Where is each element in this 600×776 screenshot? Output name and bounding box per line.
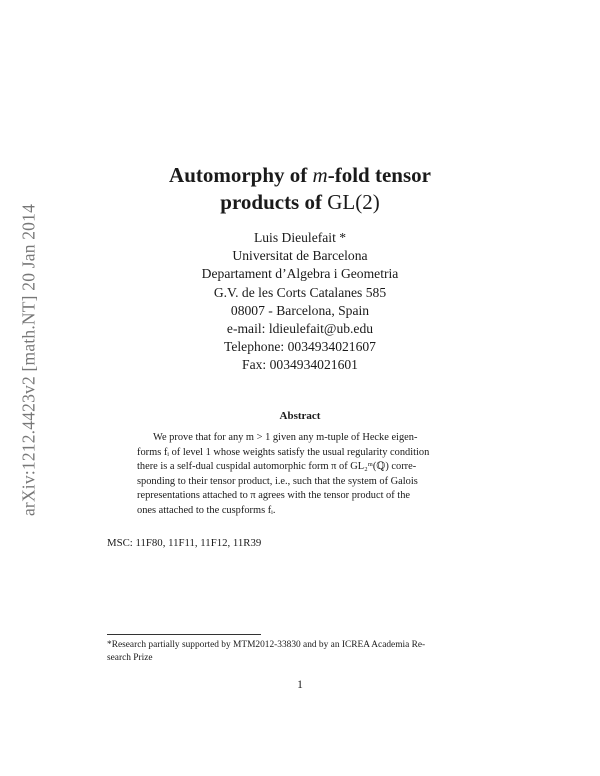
abstract-line: We prove that for any m > 1 given any m-tuple of Hecke eigen- (153, 432, 418, 443)
msc-classification: MSC: 11F80, 11F11, 11F12, 11R39 (107, 537, 262, 549)
footnote-rule (107, 634, 261, 635)
title-text: -fold tensor (327, 163, 431, 187)
author-fax: Fax: 0034934021601 (242, 357, 358, 373)
abstract-line: there is a self-dual cuspidal automorphic form π of GL₂ᵐ(ℚ) corre- (137, 461, 417, 473)
footnote-line: *Research partially supported by MTM2012-33830 and by an ICREA Academia Re- (107, 640, 426, 650)
abstract-heading: Abstract (279, 410, 321, 422)
title-text: Automorphy of (169, 163, 313, 187)
author-affiliation-line: G.V. de les Corts Catalanes 585 (213, 284, 387, 300)
title-variable: m (312, 163, 328, 187)
footnote (107, 639, 493, 666)
author-telephone: Telephone: 0034934021607 (224, 339, 376, 355)
author-email: e-mail: ldieulefait@ub.edu (226, 321, 374, 337)
author-affiliation-line: 08007 - Barcelona, Spain (230, 302, 370, 318)
abstract-line: representations attached to π agrees with the tensor product of the (137, 490, 410, 502)
title-math: GL(2) (327, 190, 380, 214)
abstract-line: ones attached to the cuspforms fᵢ. (137, 504, 276, 516)
page-number: 1 (297, 679, 303, 691)
abstract-line: forms fᵢ of level 1 whose weights satisfy the usual regularity condition (137, 446, 430, 458)
abstract-line: sponding to their tensor product, i.e., such that the system of Galois (137, 475, 418, 487)
abstract-body (137, 431, 463, 519)
title-text: products of (220, 190, 328, 214)
author-name: Luis Dieulefait * (253, 230, 347, 245)
title-line-2 (0, 189, 600, 216)
author-block (0, 229, 600, 375)
footnote-line: search Prize (107, 653, 153, 664)
paper-title (0, 162, 600, 216)
author-affiliation-line: Universitat de Barcelona (232, 248, 368, 264)
author-affiliation-line: Departament d’Algebra i Geometria (201, 266, 399, 282)
arxiv-identifier-text: arXiv:1212.4423v2 [math.NT] 20 Jan 2014 (18, 203, 39, 517)
title-line-1 (0, 162, 600, 189)
